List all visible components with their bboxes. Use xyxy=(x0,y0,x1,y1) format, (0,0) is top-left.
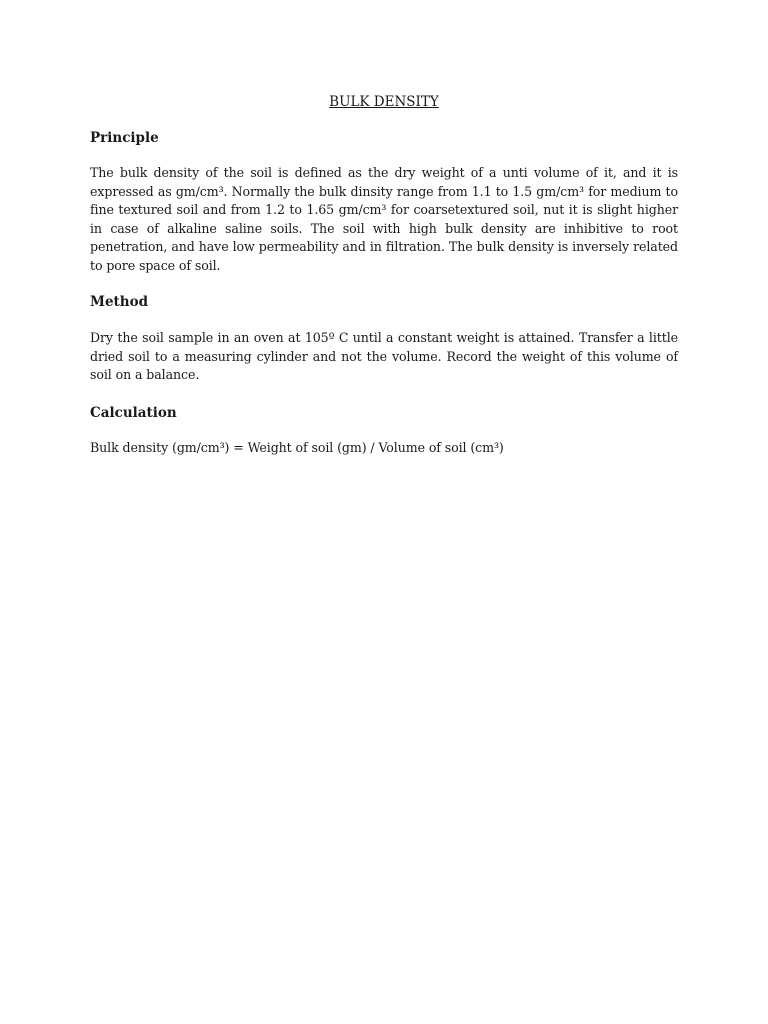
document-title: BULK DENSITY xyxy=(329,94,439,110)
section-heading-principle: Principle xyxy=(90,130,159,146)
section-body-method: Dry the soil sample in an oven at 105º C until a constant weight is attained. Transfer a little dried soil to a measuring cylinder and not the volume. Record the weight of this volume of soil on a balance. xyxy=(90,330,678,382)
section-heading-calculation: Calculation xyxy=(90,405,177,421)
section-body-principle: The bulk density of the soil is defined as the dry weight of a unti volume of it, and it is expressed as gm/cm³. Normally the bulk dinsity range from 1.1 to 1.5 gm/cm³ for medium to fine textured soil and from 1.2 to 1.65 gm/cm³ for coarsetextured soil, nut it is slight higher in case of alkaline saline soils. The soil with high bulk density are inhibitive to root penetration, and have low permeability and in filtration. The bulk density is inversely related to pore space of soil. xyxy=(90,165,678,273)
section-body-calculation: Bulk density (gm/cm³) = Weight of soil (gm) / Volume of soil (cm³) xyxy=(90,440,504,455)
document-page xyxy=(90,0,678,1024)
section-heading-method: Method xyxy=(90,294,149,310)
